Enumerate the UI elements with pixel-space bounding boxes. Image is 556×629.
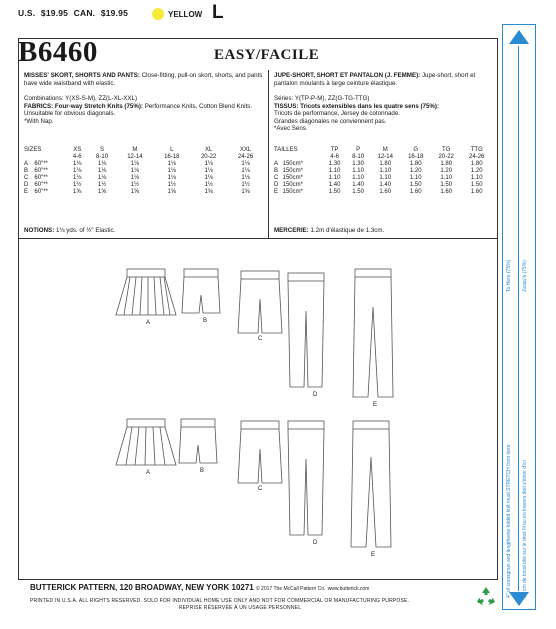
metrage: 1.10 xyxy=(352,168,364,174)
fig-label-a-back: A xyxy=(146,470,151,476)
fr-size-col: M xyxy=(382,147,388,153)
fr-title: JUPE-SHORT, SHORT ET PANTALON (J. FEMME): xyxy=(274,72,421,79)
yardage: 1⅛ xyxy=(241,175,250,181)
metrage: 1.50 xyxy=(352,189,364,195)
en-title: MISSES' SKORT, SHORTS AND PANTS: xyxy=(24,72,140,79)
yellow-dot-icon xyxy=(152,8,164,20)
yardage: 1⅛ xyxy=(130,168,140,174)
yardage: 1⅛ xyxy=(241,168,250,174)
price-can-label: CAN. xyxy=(73,8,96,18)
fig-label-e: E xyxy=(373,402,378,408)
skort-front-drawing xyxy=(116,269,176,315)
fig-label-c: C xyxy=(258,336,263,342)
view-letter: A xyxy=(24,161,29,167)
footer-copyright: © 2017 The McCall Pattern Co. xyxy=(255,586,326,592)
yardage: 1½ xyxy=(204,182,213,188)
technical-drawings xyxy=(100,255,480,575)
price-line xyxy=(18,8,131,18)
footer-website: www.butterick.com xyxy=(327,586,370,592)
yardage: 1⅛ xyxy=(204,175,213,181)
table-row xyxy=(24,168,264,175)
fr-series: Séries: Y(TP-P-M), ZZ(G-TG-TTG) xyxy=(274,95,370,102)
fr-number-col: 24-26 xyxy=(469,154,485,160)
metrage: 1.80 xyxy=(409,161,422,167)
pants-d-back-drawing xyxy=(288,421,324,535)
to-here-fr: Jusqu'à (75%) xyxy=(522,260,528,292)
fabric-width: 60"** xyxy=(34,189,48,195)
fabric-width: 150cm* xyxy=(282,168,303,174)
fig-label-d: D xyxy=(313,392,318,398)
metrage: 1.10 xyxy=(379,168,392,174)
fr-size-col: G xyxy=(413,147,419,153)
metrage: 1.50 xyxy=(470,182,483,188)
table-row xyxy=(274,175,492,182)
metrage: 1.60 xyxy=(470,189,483,195)
yardage: 1⅝ xyxy=(241,189,250,195)
fabric-width: 150cm* xyxy=(282,175,303,181)
footer-line xyxy=(30,583,369,592)
metrage: 1.80 xyxy=(379,161,392,167)
fr-number-col: 4-6 xyxy=(330,154,339,160)
skort-back-drawing xyxy=(116,419,176,465)
fr-mercerie xyxy=(274,227,384,234)
yardage: 1⅝ xyxy=(204,189,213,195)
yardage: 1⅛ xyxy=(204,168,213,174)
view-letter: C xyxy=(274,175,279,181)
fig-label-b: B xyxy=(203,318,208,324)
en-sizes-label: SIZES xyxy=(24,147,42,153)
view-letter: C xyxy=(24,175,29,181)
fr-number-col: 8-10 xyxy=(352,154,365,160)
fr-sizes-label: TAILLES xyxy=(274,147,298,153)
fr-mercerie-text: 1.2m d'élastique de 1.3cm. xyxy=(310,227,385,234)
metrage: 1.30 xyxy=(328,161,341,167)
metrage: 1.20 xyxy=(440,168,453,174)
en-notions-label: NOTIONS: xyxy=(24,227,55,234)
size-letter: L xyxy=(212,2,224,23)
metrage: 1.60 xyxy=(440,189,453,195)
yardage: 1⅛ xyxy=(167,161,176,167)
yardage: 1½ xyxy=(167,182,176,188)
en-size-col: L xyxy=(170,147,174,153)
pants-d-front-drawing xyxy=(288,273,324,387)
en-fabrics-label: FABRICS: Four-way Stretch Knits (75%): xyxy=(24,102,143,110)
section-divider xyxy=(18,238,497,239)
en-size-col: XL xyxy=(204,147,213,153)
metrage: 1.10 xyxy=(328,168,341,174)
yardage: 1⅛ xyxy=(73,175,82,181)
fig-label-e-back: E xyxy=(371,552,376,558)
yardage: 1⅛ xyxy=(204,161,213,167)
metrage: 1.50 xyxy=(440,182,453,188)
en-combinations: Combinations: Y(XS-S-M), ZZ(L-XL-XXL) xyxy=(24,95,138,102)
view-letter: D xyxy=(24,182,29,188)
view-letter: D xyxy=(274,182,279,188)
en-notions-text: 1⅛ yds. of ½" Elastic. xyxy=(55,227,116,234)
yardage: 1⅛ xyxy=(73,161,82,167)
arrow-up-icon xyxy=(509,30,529,44)
fig-label-d-back: D xyxy=(313,540,318,546)
view-letter: B xyxy=(24,168,29,174)
fr-number-col: 12-14 xyxy=(377,154,393,160)
yardage: 1⅝ xyxy=(167,189,176,195)
yardage: 1⅛ xyxy=(167,168,176,174)
metrage: 1.60 xyxy=(409,189,422,195)
table-row xyxy=(24,182,264,189)
shorts-c-back-drawing xyxy=(238,421,282,483)
yardage: 1⅛ xyxy=(73,168,82,174)
metrage: 1.40 xyxy=(352,182,364,188)
shorts-b-back-drawing xyxy=(179,419,217,463)
fr-tissus-text: Tricots de performance, Jersey de cotonnade. xyxy=(274,110,400,118)
yardage: 1⅛ xyxy=(97,175,107,181)
yardage: 1⅛ xyxy=(97,168,107,174)
view-letter: E xyxy=(274,189,279,195)
fig-label-b-back: B xyxy=(200,468,205,474)
en-fabrics-text: Performance Knits, Cotton Blend Knits. xyxy=(144,102,252,110)
metrage: 1.40 xyxy=(379,182,392,188)
metrage: 1.80 xyxy=(470,161,483,167)
fig-label-a: A xyxy=(146,320,151,326)
column-divider xyxy=(268,70,269,238)
english-description xyxy=(24,72,264,87)
view-letter: B xyxy=(274,168,279,174)
french-description xyxy=(274,72,492,87)
stretch-text-fr: 10 cm de tricot plié sur le droit fil ou en travers doit s'étirer d'ici xyxy=(522,460,528,598)
footer-printed: PRINTED IN U.S.A. ALL RIGHTS RESERVED. SOLD FOR INDIVIDUAL HOME USE ONLY AND NOT FOR COMMERCIAL OR MANUFACTURING PURPOSE. xyxy=(30,598,410,604)
price-can-value: $19.95 xyxy=(100,8,129,18)
en-size-col: S xyxy=(100,147,105,153)
footer-company: BUTTERICK PATTERN, 120 BROADWAY, NEW YORK 10271 xyxy=(30,583,254,592)
en-number-col: 24-26 xyxy=(237,154,254,160)
table-row xyxy=(24,161,264,168)
fr-size-col: P xyxy=(356,147,361,153)
en-notions xyxy=(24,227,115,234)
en-size-col: XS xyxy=(73,147,82,153)
fabric-width: 60"** xyxy=(34,182,48,188)
fabric-width: 150cm* xyxy=(282,189,303,195)
footer-printed-fr: REPRISE RÉSERVÉE À UN USAGE PERSONNEL xyxy=(178,605,302,611)
yardage: 1½ xyxy=(73,182,82,188)
table-row xyxy=(24,189,264,196)
fr-sens: *Avec Sens. xyxy=(274,125,308,133)
en-number-col: 20-22 xyxy=(200,154,217,160)
table-row xyxy=(274,189,492,196)
fr-tissus-label: TISSUS: Tricots extensibles dans les quatre sens (75%): xyxy=(274,102,440,110)
metrage: 1.50 xyxy=(328,189,341,195)
pants-e-back-drawing xyxy=(351,421,391,547)
stretch-gauge-line xyxy=(518,46,519,591)
shorts-b-front-drawing xyxy=(182,269,220,313)
en-nap: *With Nap. xyxy=(24,117,54,125)
en-size-table xyxy=(24,147,264,196)
view-letter: E xyxy=(24,189,29,195)
yardage: 1⅝ xyxy=(97,189,107,195)
en-size-col: M xyxy=(132,147,138,153)
recycle-icon xyxy=(474,585,498,609)
yardage: 1⅛ xyxy=(130,161,140,167)
en-number-col: 16-18 xyxy=(164,154,180,160)
metrage: 1.20 xyxy=(470,168,483,174)
metrage: 1.40 xyxy=(328,182,341,188)
en-unsuitable: Unsuitable for obvious diagonals. xyxy=(24,110,116,118)
fr-description: Jupe-short, short et pantalon moulants à large ceinture élastique. xyxy=(274,72,476,87)
metrage: 1.10 xyxy=(409,175,422,181)
metrage: 1.10 xyxy=(440,175,453,181)
fr-size-table xyxy=(274,147,492,196)
stretch-text-en: 4" of crossgrain and lengthwise folded knit must STRETCH from here xyxy=(506,444,512,598)
yardage: 1⅝ xyxy=(73,189,82,195)
fr-number-col: 20-22 xyxy=(438,154,454,160)
yardage: 1⅝ xyxy=(130,189,140,195)
to-here-en: To Here (75%) xyxy=(506,259,512,292)
fr-diagonals: Grandes diagonales ne conviennent pas. xyxy=(274,117,387,125)
fr-number-col: 16-18 xyxy=(408,154,424,160)
metrage: 1.10 xyxy=(379,175,392,181)
view-letter: A xyxy=(274,161,279,167)
table-row xyxy=(274,168,492,175)
french-tissus xyxy=(274,95,492,133)
metrage: 1.30 xyxy=(352,161,364,167)
yardage: 1½ xyxy=(97,182,107,188)
yardage: 1½ xyxy=(241,182,250,188)
en-number-col: 4-6 xyxy=(72,154,82,160)
yardage: 1⅛ xyxy=(130,175,140,181)
fig-label-c-back: C xyxy=(258,486,263,492)
english-fabrics xyxy=(24,95,264,125)
yardage: 1⅛ xyxy=(241,161,250,167)
metrage: 1.10 xyxy=(328,175,341,181)
fr-size-col: TP xyxy=(330,147,339,153)
color-label: YELLOW xyxy=(168,10,203,19)
footer-legal xyxy=(30,598,450,612)
fabric-width: 150cm* xyxy=(282,182,303,188)
fr-size-col: TG xyxy=(442,147,451,153)
fabric-width: 150cm* xyxy=(282,161,303,167)
metrage: 1.80 xyxy=(440,161,453,167)
pants-e-front-drawing xyxy=(353,269,393,397)
table-row xyxy=(24,175,264,182)
fabric-width: 60"** xyxy=(34,168,48,174)
pattern-number: B6460 xyxy=(18,36,98,68)
en-number-col: 12-14 xyxy=(127,154,143,160)
fabric-width: 60"** xyxy=(34,161,48,167)
metrage: 1.50 xyxy=(409,182,422,188)
yardage: 1⅛ xyxy=(97,161,107,167)
metrage: 1.10 xyxy=(352,175,364,181)
fr-size-col: TTG xyxy=(470,147,483,153)
difficulty-label: EASY/FACILE xyxy=(214,47,320,63)
price-us-label: U.S. xyxy=(18,8,36,18)
price-us-value: $19.95 xyxy=(40,8,69,18)
metrage: 1.20 xyxy=(409,168,422,174)
metrage: 1.60 xyxy=(379,189,392,195)
fr-mercerie-label: MERCERIE: xyxy=(274,227,309,234)
yardage: 1⅛ xyxy=(167,175,176,181)
table-row xyxy=(274,161,492,168)
fabric-width: 60"** xyxy=(34,175,48,181)
metrage: 1.10 xyxy=(470,175,483,181)
shorts-c-front-drawing xyxy=(238,271,282,333)
en-size-col: XXL xyxy=(239,147,252,153)
en-number-col: 8-10 xyxy=(96,154,109,160)
table-row xyxy=(274,182,492,189)
en-description: Close-fitting, pull-on skort, shorts, and pants have wide waistband with elastic. xyxy=(24,72,263,87)
yardage: 1½ xyxy=(130,182,140,188)
